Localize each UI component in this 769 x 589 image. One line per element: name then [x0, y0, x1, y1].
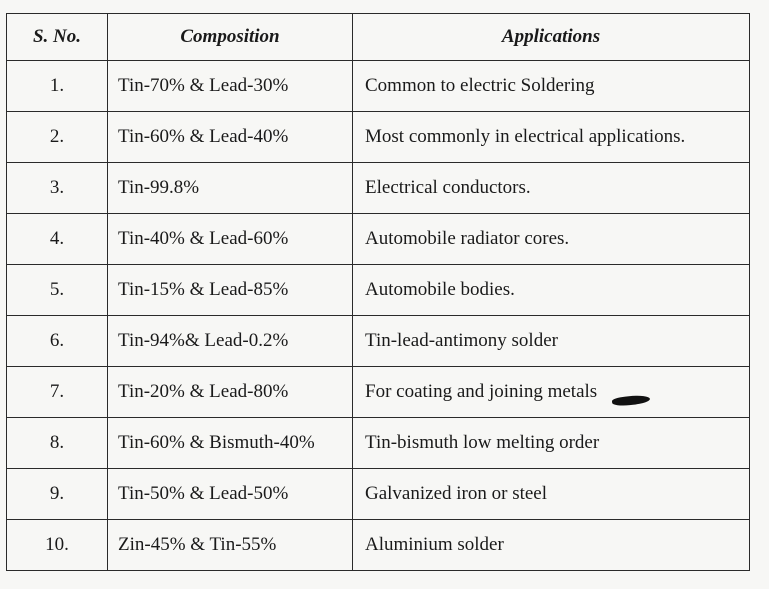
cell-application: Most commonly in electrical applications. [353, 112, 750, 163]
cell-application: For coating and joining metals [353, 367, 750, 418]
table-row [7, 469, 750, 520]
table-header [7, 14, 750, 61]
table-body [7, 61, 750, 571]
cell-sno: 7. [7, 367, 108, 418]
cell-composition: Tin-40% & Lead-60% [108, 214, 353, 265]
cell-sno: 5. [7, 265, 108, 316]
cell-application: Galvanized iron or steel [353, 469, 750, 520]
table-row [7, 163, 750, 214]
cell-sno: 9. [7, 469, 108, 520]
header-composition: Composition [108, 14, 353, 61]
cell-composition: Tin-94%& Lead-0.2% [108, 316, 353, 367]
cell-composition: Tin-60% & Bismuth-40% [108, 418, 353, 469]
cell-application: Aluminium solder [353, 520, 750, 571]
table-row [7, 61, 750, 112]
cell-sno: 2. [7, 112, 108, 163]
cell-application: Electrical conductors. [353, 163, 750, 214]
cell-application: Tin-lead-antimony solder [353, 316, 750, 367]
cell-application: Common to electric Soldering [353, 61, 750, 112]
cell-composition: Tin-99.8% [108, 163, 353, 214]
header-row [7, 14, 750, 61]
table-row [7, 520, 750, 571]
cell-sno: 6. [7, 316, 108, 367]
cell-composition: Tin-50% & Lead-50% [108, 469, 353, 520]
table-row [7, 265, 750, 316]
cell-application: Tin-bismuth low melting order [353, 418, 750, 469]
cell-sno: 10. [7, 520, 108, 571]
table-row [7, 214, 750, 265]
solder-composition-table-container [6, 13, 749, 571]
cell-application: Automobile bodies. [353, 265, 750, 316]
cell-sno: 8. [7, 418, 108, 469]
table-row [7, 316, 750, 367]
cell-application: Automobile radiator cores. [353, 214, 750, 265]
table-row [7, 112, 750, 163]
cell-composition: Tin-15% & Lead-85% [108, 265, 353, 316]
cell-composition: Tin-20% & Lead-80% [108, 367, 353, 418]
cell-composition: Zin-45% & Tin-55% [108, 520, 353, 571]
table-row [7, 418, 750, 469]
cell-sno: 3. [7, 163, 108, 214]
table-row [7, 367, 750, 418]
header-applications: Applications [353, 14, 750, 61]
cell-sno: 1. [7, 61, 108, 112]
cell-sno: 4. [7, 214, 108, 265]
cell-composition: Tin-60% & Lead-40% [108, 112, 353, 163]
cell-composition: Tin-70% & Lead-30% [108, 61, 353, 112]
header-sno: S. No. [7, 14, 108, 61]
solder-composition-table [6, 13, 750, 571]
